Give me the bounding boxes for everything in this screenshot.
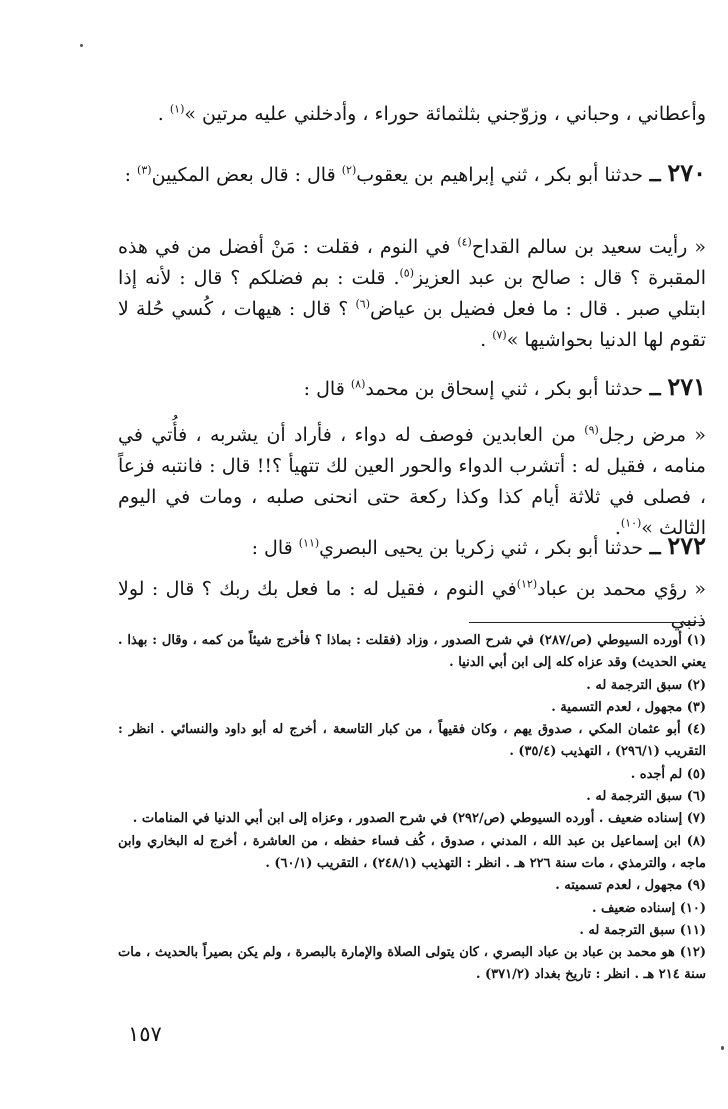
footnote-ref[interactable]: (٦) (355, 297, 370, 311)
hadith-272-text (118, 574, 706, 636)
footnote-ref[interactable]: (٨) (350, 377, 366, 391)
paragraph-tail: . (480, 329, 493, 351)
paragraph-text: « مرض رجل (598, 424, 706, 446)
hadith-dash: ــ (642, 378, 668, 400)
footnote-6: (٦) سبق الترجمة له . (586, 789, 706, 805)
footnote-7: (٧) إسناده ضعيف . أورده السيوطي (ص/٢٩٢) في شرح الصدور ، وعزاه إلى ابن أبي الدنيا في المنامات . (132, 811, 706, 827)
footnote-ref[interactable]: (٩) (584, 423, 599, 437)
footnote-10: (١٠) إسناده ضعيف . (591, 900, 706, 916)
scan-speck (80, 44, 83, 47)
footnote-8: (٨) ابن إسماعيل بن عبد الله ، المدني ، صدوق ، كُف فساء حفظه ، من العاشرة ، أخرج له البخاري وابن ماجه ، والترمذي ، مات سنة ٢٢٦ هـ . انظر : التهذيب (٢٤٨/١) ، التقريب (٦٠/١) . (118, 833, 706, 871)
paragraph-tail: . (157, 103, 170, 125)
paragraph-tail: في النوم ، فقيل له : ما فعل بك ربك ؟ قال : لولا ذنبي (118, 578, 706, 631)
paragraph-tail: قال : (303, 378, 351, 400)
footnote-ref[interactable]: (١) (169, 102, 185, 116)
paragraph-tail: : (124, 164, 138, 186)
paragraph-text: في النوم ، فقلت : مَنْ أفضل من في هذه المقبرة ؟ قال : صالح بن عبد العزيز (118, 236, 706, 289)
page-number: ١٥٧ (128, 1022, 162, 1046)
footnote-divider (469, 622, 705, 623)
footnote-ref[interactable]: (٧) (492, 328, 507, 342)
hadith-271-text (118, 420, 706, 544)
footnote-3: (٣) مجهول ، لعدم التسمية . (551, 699, 706, 715)
footnote-5: (٥) لم أجده . (630, 766, 706, 782)
paragraph-text: « رؤي محمد بن عباد (537, 578, 706, 600)
paragraph-text: « رأيت سعيد بن سالم القداح (471, 236, 706, 258)
hadith-dash: ــ (642, 537, 668, 559)
footnote-ref[interactable]: (١١) (298, 536, 320, 550)
hadith-number: ٢٧٢ (667, 531, 706, 560)
scan-speck (721, 1046, 724, 1050)
hadith-number: ٢٧١ (667, 372, 706, 401)
paragraph-text: وأعطاني ، وحباني ، وزوّجني بثلثمائة حوراء ، وأدخلني عليه مرتين » (184, 103, 706, 125)
paragraph-text: حدثنا أبو بكر ، ثني زكريا بن يحيى البصري (319, 537, 643, 559)
paragraph-text: قال : قال بعض المكيين (151, 164, 342, 186)
hadith-number: ٢٧٠ (667, 158, 706, 187)
footnote-1: (١) أورده السيوطي (ص/٢٨٧) في شرح الصدور ، وزاد (فقلت : بماذا ؟ فأخرج شيئاً من كمه ، وقال : بهذا . يعني الحديث) وقد عزاه كله إلى ابن أبي الدنيا . (118, 633, 706, 671)
paragraph-tail: قال : (251, 537, 299, 559)
footnotes-list (118, 630, 706, 987)
paragraph-continuation (118, 99, 706, 130)
footnote-9: (٩) مجهول ، لعدم تسميته . (555, 878, 706, 894)
hadith-dash: ــ (642, 164, 668, 186)
paragraph-text: من العابدين فوصف له دواء ، فأراد أن يشربه ، فأُتي في منامه ، فقيل له : أتشرب الدواء والحور العين لك تتهيأ ؟!! قال : فانتبه فزعاً ، فصلى في ثلاثة أيام كذا وكذا ركعة حتى انحنى صلبه ، ومات في اليوم الثالث » (118, 424, 706, 539)
hadith-270-text (118, 232, 706, 356)
footnote-ref[interactable]: (٣) (137, 163, 152, 177)
footnote-11: (١١) سبق الترجمة له . (579, 922, 706, 938)
paragraph-text: حدثنا أبو بكر ، ثني إبراهيم بن يعقوب (356, 164, 643, 186)
footnote-4: (٤) أبو عثمان المكي ، صدوق يهم ، وكان فقيهاً ، من كبار التاسعة ، أخرج له أبو داود والنسائي . انظر : التقريب (٢٩٦/١) ، التهذيب (٣٥/٤) . (118, 722, 706, 760)
footnote-ref[interactable]: (٤) (457, 235, 472, 249)
footnote-ref[interactable]: (١٢) (516, 577, 538, 591)
footnote-2: (٢) سبق الترجمة له . (586, 677, 706, 693)
footnote-ref[interactable]: (٢) (341, 163, 357, 177)
footnote-12: (١٢) هو محمد بن عباد بن عباد البصري ، كان يتولى الصلاة والإمارة بالبصرة ، ولم يكن بصيراً بالحديث ، مات سنة ٢١٤ هـ . انظر : تاريخ بغداد (٣٧١/٢) . (118, 945, 706, 983)
paragraph-tail: . (614, 517, 621, 539)
footnote-ref[interactable]: (١٠) (620, 516, 642, 530)
paragraph-text: . قلت : بم فضلكم ؟ قال : لأنه إذا ابتلي صبر . قال : ما فعل فضيل بن عياض (118, 267, 707, 320)
paragraph-text: ؟ قال : هيهات ، كُسي حُلة لا تقوم لها الدنيا بحواشيها » (118, 298, 706, 351)
hadith-270 (118, 157, 706, 191)
hadith-271 (118, 371, 706, 405)
footnote-ref[interactable]: (٥) (399, 266, 415, 280)
hadith-272 (118, 530, 706, 564)
paragraph-text: حدثنا أبو بكر ، ثني إسحاق بن محمد (365, 378, 643, 400)
